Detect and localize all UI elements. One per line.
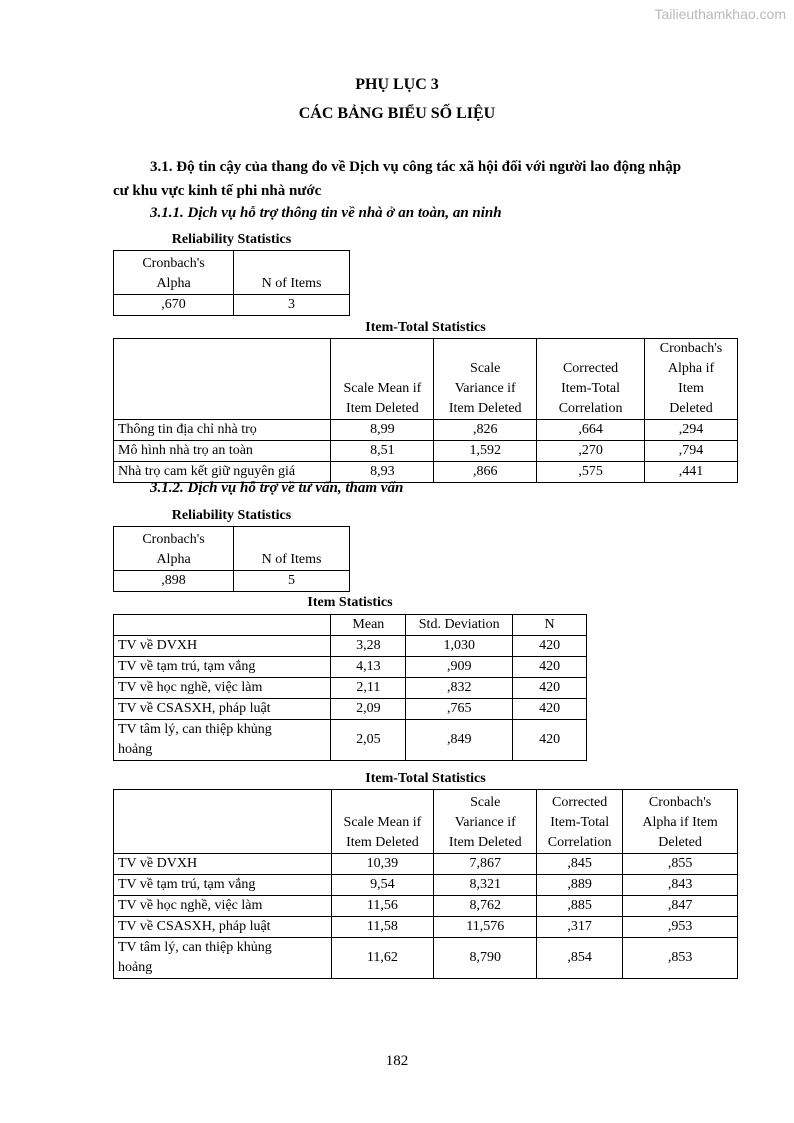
- cell: ,909: [406, 657, 513, 678]
- cell: ,889: [537, 875, 623, 896]
- cell: 7,867: [434, 854, 537, 875]
- table-row: [114, 875, 738, 896]
- header-blank: [114, 615, 331, 636]
- item-stats-table: [113, 614, 587, 761]
- cell: 3,28: [331, 636, 406, 657]
- cell: 420: [513, 720, 587, 761]
- cell: 420: [513, 657, 587, 678]
- cell: 8,790: [434, 938, 537, 979]
- row-label: Nhà trọ cam kết giữ nguyên giá: [114, 462, 331, 483]
- item-total-title-2: Item-Total Statistics: [365, 771, 486, 786]
- cell: 1,030: [406, 636, 513, 657]
- cell: ,843: [623, 875, 738, 896]
- row-label: TV về tạm trú, tạm vắng: [114, 875, 332, 896]
- row-label: TV về CSASXH, pháp luật: [114, 917, 332, 938]
- cell: 8,99: [331, 420, 434, 441]
- section-heading-line2: cư khu vực kinh tế phi nhà nước: [113, 183, 322, 199]
- header-scale-mean: Scale Mean if Item Deleted: [331, 790, 434, 854]
- table-row: [114, 854, 738, 875]
- table-row: [114, 938, 738, 979]
- alpha-value: ,898: [114, 571, 234, 592]
- cell: ,317: [537, 917, 623, 938]
- cell: ,294: [645, 420, 738, 441]
- cell: 8,51: [331, 441, 434, 462]
- page-number: 182: [385, 1053, 409, 1069]
- cell: ,826: [434, 420, 537, 441]
- page-title: PHỤ LỤC 3: [355, 76, 439, 93]
- cell: ,765: [406, 699, 513, 720]
- table-row: [114, 420, 738, 441]
- cell: 420: [513, 699, 587, 720]
- cell: 8,321: [434, 875, 537, 896]
- alpha-value: ,670: [114, 295, 234, 316]
- cell: 11,56: [331, 896, 434, 917]
- header-blank: [114, 339, 331, 420]
- header-n-items: N of Items: [234, 251, 350, 295]
- watermark: Tailieuthamkhao.com: [654, 6, 786, 22]
- cell: 11,58: [331, 917, 434, 938]
- cell: ,885: [537, 896, 623, 917]
- cell: 11,576: [434, 917, 537, 938]
- row-label: Mô hình nhà trọ an toàn: [114, 441, 331, 462]
- header-scale-variance: Scale Variance if Item Deleted: [434, 339, 537, 420]
- table-row: [114, 720, 587, 761]
- item-total-table-2: [113, 789, 738, 979]
- table-row: [114, 678, 587, 699]
- header-alpha-if-deleted: Cronbach's Alpha if Item Deleted: [645, 339, 738, 420]
- cell: ,847: [623, 896, 738, 917]
- cell: ,866: [434, 462, 537, 483]
- row-label: TV về học nghề, việc làm: [114, 678, 331, 699]
- cell: ,849: [406, 720, 513, 761]
- header-alpha: Cronbach's Alpha: [114, 527, 234, 571]
- item-total-table-1: [113, 338, 738, 483]
- cell: 1,592: [434, 441, 537, 462]
- cell: 9,54: [331, 875, 434, 896]
- table-row: [114, 917, 738, 938]
- cell: ,953: [623, 917, 738, 938]
- row-label: TV về DVXH: [114, 854, 332, 875]
- cell: 8,93: [331, 462, 434, 483]
- header-scale-variance: Scale Variance if Item Deleted: [434, 790, 537, 854]
- cell: ,441: [645, 462, 738, 483]
- subsection-heading-2: 3.1.2. Dịch vụ hỗ trợ về tư vấn, tham vấn: [150, 480, 404, 496]
- table-row: [114, 441, 738, 462]
- cell: 420: [513, 678, 587, 699]
- row-label: TV về DVXH: [114, 636, 331, 657]
- item-stats-title: Item Statistics: [307, 595, 393, 610]
- table-row: [114, 657, 587, 678]
- cell: 10,39: [331, 854, 434, 875]
- cell: 4,13: [331, 657, 406, 678]
- header-alpha-if-deleted: Cronbach's Alpha if Item Deleted: [623, 790, 738, 854]
- table-row: [114, 896, 738, 917]
- cell: ,855: [623, 854, 738, 875]
- subsection-heading-1: 3.1.1. Dịch vụ hỗ trợ thông tin về nhà ở an toàn, an ninh: [150, 205, 502, 221]
- cell: 8,762: [434, 896, 537, 917]
- header-mean: Mean: [331, 615, 406, 636]
- n-value: 5: [234, 571, 350, 592]
- cell: ,575: [537, 462, 645, 483]
- row-label: Thông tin địa chỉ nhà trọ: [114, 420, 331, 441]
- row-label: TV tâm lý, can thiệp khủng hoảng: [114, 720, 331, 761]
- reliability-table-1: [113, 250, 350, 316]
- header-n: N: [513, 615, 587, 636]
- cell: ,854: [537, 938, 623, 979]
- header-n-items: N of Items: [234, 527, 350, 571]
- cell: ,664: [537, 420, 645, 441]
- cell: ,270: [537, 441, 645, 462]
- row-label: TV tâm lý, can thiệp khủng hoảng: [114, 938, 332, 979]
- row-label: TV về tạm trú, tạm vắng: [114, 657, 331, 678]
- cell: ,832: [406, 678, 513, 699]
- cell: 2,11: [331, 678, 406, 699]
- cell: ,853: [623, 938, 738, 979]
- section-heading-line1: 3.1. Độ tin cậy của thang đo về Dịch vụ công tác xã hội đối với người lao động nhập: [150, 159, 682, 175]
- row-label: TV về học nghề, việc làm: [114, 896, 332, 917]
- reliability-table-2: [113, 526, 350, 592]
- page-subtitle: CÁC BẢNG BIỂU SỐ LIỆU: [298, 105, 496, 122]
- cell: 11,62: [331, 938, 434, 979]
- row-label: TV về CSASXH, pháp luật: [114, 699, 331, 720]
- header-blank: [114, 790, 332, 854]
- cell: 2,05: [331, 720, 406, 761]
- header-scale-mean: Scale Mean if Item Deleted: [331, 339, 434, 420]
- header-corrected: Corrected Item-Total Correlation: [537, 339, 645, 420]
- cell: ,845: [537, 854, 623, 875]
- table-row: [114, 699, 587, 720]
- item-total-title-1: Item-Total Statistics: [365, 320, 486, 335]
- n-value: 3: [234, 295, 350, 316]
- header-alpha: Cronbach's Alpha: [114, 251, 234, 295]
- cell: 420: [513, 636, 587, 657]
- reliability-title-1: Reliability Statistics: [171, 232, 292, 247]
- cell: 2,09: [331, 699, 406, 720]
- reliability-title-2: Reliability Statistics: [171, 508, 292, 523]
- header-std-deviation: Std. Deviation: [406, 615, 513, 636]
- header-corrected: Corrected Item-Total Correlation: [537, 790, 623, 854]
- cell: ,794: [645, 441, 738, 462]
- table-row: [114, 636, 587, 657]
